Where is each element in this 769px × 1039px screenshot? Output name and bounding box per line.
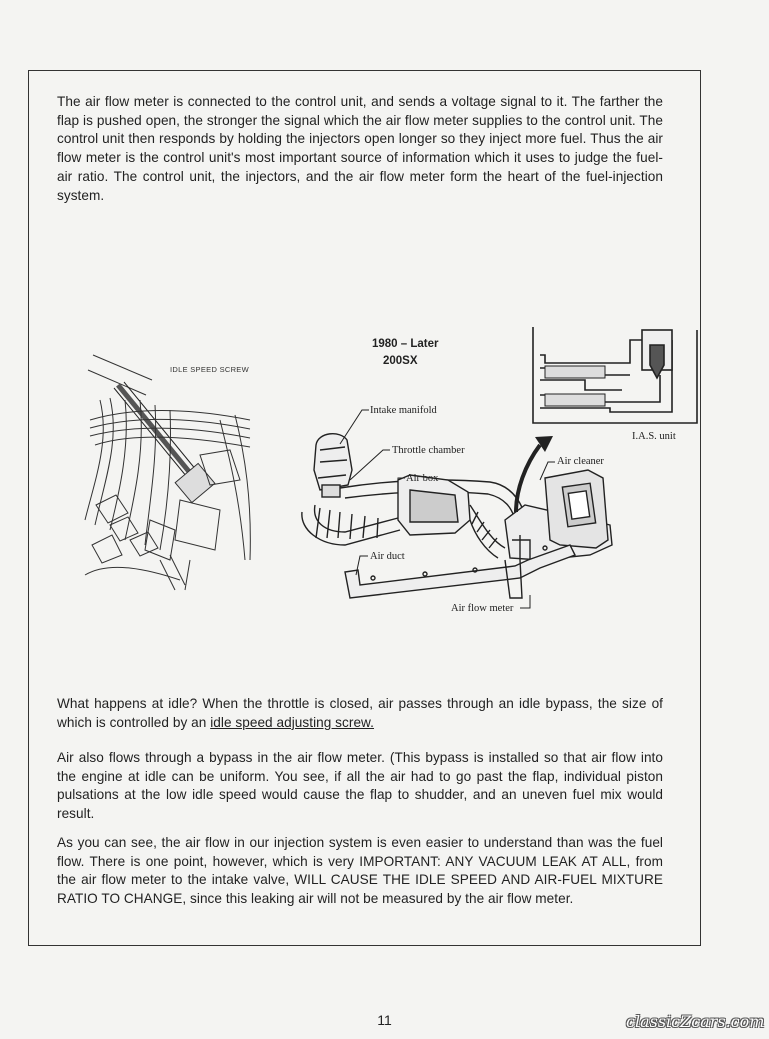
paragraph-air-flow-meter: The air flow meter is connected to the control unit, and sends a voltage signal to it. The farther the flap is pushed open, the stronger the signal which the air flow meter supplies to the control unit. The control unit then responds by holding the injectors open longer so they inject more fuel. Thus the air flow meter is the control unit's most important source of information which it uses to judge the fuel-air ratio. The control unit, the injectors, and the air flow meter form the heart of the fuel-injection system.	[57, 94, 663, 203]
air-flow-meter-label: Air flow meter	[451, 603, 514, 614]
model-line-1: 1980 – Later	[372, 338, 439, 350]
paragraph-idle-text: What happens at idle? When the throttle is closed, air passes through an idle bypass, the size of which is controlled by an	[57, 696, 663, 730]
air-cleaner-label: Air cleaner	[557, 456, 604, 467]
idle-speed-screw-underlined: idle speed adjusting screw.	[210, 714, 375, 730]
intake-manifold-label: Intake manifold	[370, 405, 437, 416]
air-box-label: Air box	[406, 473, 439, 484]
idle-screw-sketch	[85, 355, 250, 590]
watermark: classicZcars.com	[626, 1012, 765, 1031]
paragraph-bypass: Air also flows through a bypass in the air flow meter. (This bypass is installed so that air flow into the engine at idle can be uniform. You see, if all the air had to go past the flap, individual piston pulsations at the low idle speed would cause the flap to shudder, and an uneven fuel mix would result.	[57, 750, 663, 822]
idle-screw-label: IDLE SPEED SCREW	[170, 365, 249, 374]
ias-unit-drawing	[533, 327, 697, 423]
throttle-chamber-label: Throttle chamber	[392, 445, 465, 456]
air-duct-label: Air duct	[370, 551, 405, 562]
page-number: 11	[377, 1012, 392, 1028]
ias-unit-label: I.A.S. unit	[632, 431, 676, 442]
paragraph-idle	[57, 695, 663, 732]
model-line-2: 200SX	[383, 355, 418, 367]
paragraph-vacuum-leak: As you can see, the air flow in our injection system is even easier to understand than was the fuel flow. There is one point, however, which is very IMPORTANT: ANY VACUUM LEAK AT ALL, from the air flow meter to the intake valve, WILL CAUSE THE IDLE SPEED AND AIR-FUEL MIXTURE RATIO TO CHANGE, since this leaking air will not be measured by the air flow meter.	[57, 835, 663, 907]
